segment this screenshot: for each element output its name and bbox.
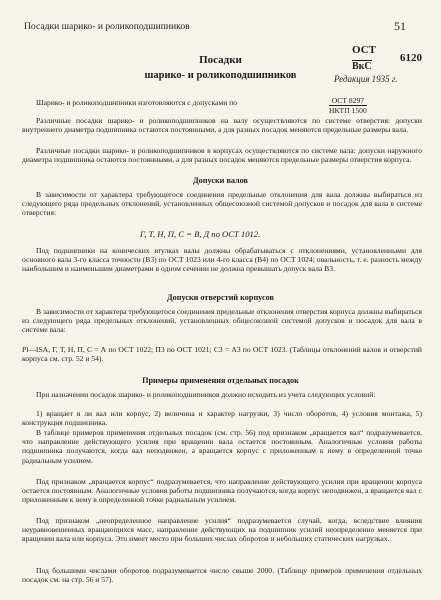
ost-fraction-numerator: ОСТ 8297: [329, 96, 367, 106]
housing-paragraph-1: В зависимости от характера требующегося соединения предельные отклонения отверстия корпуса должны выбираться из следующего ряда предельных отклонений, установленных общесоюзной системой допусков и посадок для вала в системе вала:: [22, 307, 422, 335]
page-subtitle: шарико- и роликоподшипников: [144, 70, 297, 81]
intro-paragraph-2: Различные посадки шарико- и роликоподшипников в корпусах осуществляются по системе вала: допуски наружного диаметра подшипника остаются постоянными, а для разных посадок меняются предельные размеры отверстия корпуса.: [22, 146, 422, 165]
housing-paragraph-2: Pl—ISA, Г, Т, Н, П, С = А по ОСТ 1022; П3 по ОСТ 1021; С3 = А3 по ОСТ 1023. (Таблицы отклонений валов и отверстий корпуса см. стр. 52 и 54).: [22, 345, 422, 364]
heading-examples: Примеры применения отдельных посадок: [142, 376, 299, 385]
examples-paragraph-2: 1) вращает я ли вал или корпус, 2) величина и характер нагрузки, 3) число оборотов, 4) условия монтажа, 5) конструкция подшипника.: [22, 409, 422, 428]
page-title: Посадки: [199, 54, 242, 66]
intro-paragraph-1: Различные посадки шарико- и роликоподшипников на валу осуществляются по системе отверстия: допуски внутреннего диаметра подшипника остаются постоянными, а для разных посадок меняются предельные размеры вала.: [22, 116, 422, 135]
page-number: 51: [394, 19, 406, 33]
vks-label: ВкС: [352, 61, 372, 72]
heading-housing-tolerances: Допуски отверстий корпусов: [167, 293, 274, 302]
shaft-paragraph-2: Под подшипники на конических втулках валы должны обрабатываться с отклонениями, установленными для основного вала 3-го класса точности (В3) по ОСТ 1023 или 4-го класса (В4) по ОСТ 1024; овальность, т. е. разность между наибольшим и наименьшим диаметрами в одном сечении не должна превышать допуск вала В3.: [22, 246, 422, 274]
examples-paragraph-3: В таблице примеров применения отдельных посадок (см. стр. 56) под признаком „вращается вал“ подразумевается, что направление действующего усилия при вращении вала остается постоянным. Аналогичные условия работы подшипника получаются, когда вал неподвижен, а вращается корпус с приложенным к нему в определенной точке радиальным усилием.: [22, 428, 422, 465]
heading-shaft-tolerances: Допуски валов: [193, 176, 248, 185]
examples-paragraph-5: Под признаком „неопределенное направление усилия“ подразумевается случай, когда, вследствие влияния неуравновешенных вращающихся масс, направление действующих на подшипник усилий неопределенно меняется при вращении вала или корпуса. Это имеет место при больших числах оборотов и небольших статических нагрузках.: [22, 516, 422, 544]
examples-paragraph-4: Под признаком „вращается корпус“ подразумевается, что направление действующего усилия при вращении корпуса остается постоянным. Аналогичные условия работы подшипника получаются, когда корпус неподвижен, а вращается вал с приложенным к нему в определенной точке радиальным усилием.: [22, 477, 422, 505]
examples-paragraph-1: При назначении посадок шарико- и роликоподшипников должно исходить из учета следующих условий:: [36, 390, 376, 399]
shaft-formula: Г, Т, Н, П, С = В, Д по ОСТ 1012.: [140, 229, 261, 239]
ost-fraction-denominator: НКТП 1500: [329, 106, 367, 115]
shaft-paragraph-1: В зависимости от характера требующегося соединения предельные отклонения для вала должны выбираться из следующего ряда предельных отклонений, установленных общесоюзной системой допусков и посадок для вала в системе отверстия:: [22, 190, 422, 218]
ost-label: ОСТ: [352, 44, 376, 56]
edition-label: Редакция 1935 г.: [334, 74, 398, 84]
standard-designation: [352, 44, 376, 74]
standard-code: 6120: [400, 52, 422, 64]
intro-line: Шарико- и роликоподшипники изготовляются с допусками по: [36, 98, 238, 107]
ost-fraction: [329, 96, 367, 115]
examples-paragraph-6: Под большими числами оборотов подразумевается число свыше 2000. (Таблицу примеров применения отдельных посадок см. на стр. 56 и 57).: [22, 566, 422, 585]
running-title: Посадки шарико- и роликоподшипников: [24, 21, 190, 32]
